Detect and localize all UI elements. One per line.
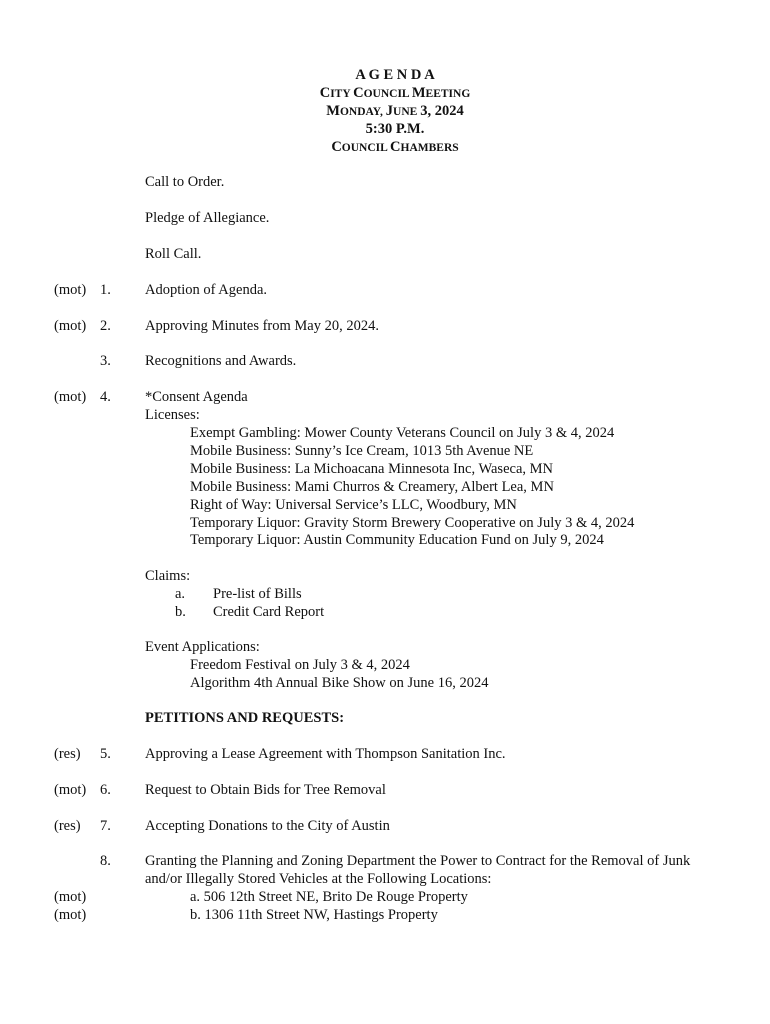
item-2-number: 2.: [100, 318, 111, 334]
item-8-text-continued: and/or Illegally Stored Vehicles at the Following Locations:: [145, 871, 492, 887]
event-applications-label: Event Applications:: [145, 639, 260, 655]
item-6-tag: (mot): [54, 782, 87, 798]
license-line: Temporary Liquor: Austin Community Education Fund on July 9, 2024: [190, 532, 604, 548]
license-line: Temporary Liquor: Gravity Storm Brewery Cooperative on July 3 & 4, 2024: [190, 515, 635, 531]
item-7-text: Accepting Donations to the City of Austin: [145, 818, 390, 834]
item-5-text: Approving a Lease Agreement with Thompson Sanitation Inc.: [145, 746, 506, 762]
item-3-number: 3.: [100, 353, 111, 369]
item-7-number: 7.: [100, 818, 111, 834]
license-line: Right of Way: Universal Service’s LLC, Woodbury, MN: [190, 497, 517, 513]
item-8-text: Granting the Planning and Zoning Department the Power to Contract for the Removal of Junk: [145, 853, 691, 869]
meeting-date: MONDAY, JUNE 3, 2024: [326, 103, 464, 119]
item-6-number: 6.: [100, 782, 111, 798]
claim-text: Credit Card Report: [213, 604, 325, 620]
pledge-of-allegiance: Pledge of Allegiance.: [145, 210, 270, 226]
item-2-tag: (mot): [54, 318, 87, 334]
petitions-heading: PETITIONS AND REQUESTS:: [145, 710, 345, 726]
license-line: Exempt Gambling: Mower County Veterans Council on July 3 & 4, 2024: [190, 425, 615, 441]
meeting-time: 5:30 P.M.: [365, 121, 425, 137]
item-2-text: Approving Minutes from May 20, 2024.: [145, 318, 379, 334]
claim-letter: a.: [175, 586, 186, 602]
item-3-text: Recognitions and Awards.: [145, 353, 297, 369]
item-8b-text: b. 1306 11th Street NW, Hastings Property: [190, 907, 438, 923]
license-line: Mobile Business: Sunny’s Ice Cream, 1013 5th Avenue NE: [190, 443, 534, 459]
item-1-text: Adoption of Agenda.: [145, 282, 268, 298]
call-to-order: Call to Order.: [145, 174, 225, 190]
item-7-tag: (res): [54, 818, 81, 834]
roll-call: Roll Call.: [145, 246, 202, 262]
claims-label: Claims:: [145, 568, 191, 584]
item-8-number: 8.: [100, 853, 111, 869]
licenses-label: Licenses:: [145, 407, 200, 423]
meeting-name: CITY COUNCIL MEETING: [319, 85, 471, 101]
item-1-number: 1.: [100, 282, 111, 298]
event-line: Freedom Festival on July 3 & 4, 2024: [190, 657, 410, 673]
item-5-tag: (res): [54, 746, 81, 762]
item-6-text: Request to Obtain Bids for Tree Removal: [145, 782, 386, 798]
item-4-number: 4.: [100, 389, 111, 405]
item-8a-text: a. 506 12th Street NE, Brito De Rouge Property: [190, 889, 468, 905]
meeting-location: COUNCIL CHAMBERS: [331, 139, 459, 155]
item-1-tag: (mot): [54, 282, 87, 298]
item-8a-tag: (mot): [54, 889, 87, 905]
agenda-title: A G E N D A: [355, 67, 435, 83]
claim-letter: b.: [175, 604, 186, 620]
license-line: Mobile Business: La Michoacana Minnesota Inc, Waseca, MN: [190, 461, 553, 477]
item-4-text: *Consent Agenda: [145, 389, 248, 405]
item-8b-tag: (mot): [54, 907, 87, 923]
item-4-tag: (mot): [54, 389, 87, 405]
license-line: Mobile Business: Mami Churros & Creamery, Albert Lea, MN: [190, 479, 554, 495]
item-5-number: 5.: [100, 746, 111, 762]
event-line: Algorithm 4th Annual Bike Show on June 16, 2024: [190, 675, 489, 691]
claim-text: Pre-list of Bills: [213, 586, 302, 602]
